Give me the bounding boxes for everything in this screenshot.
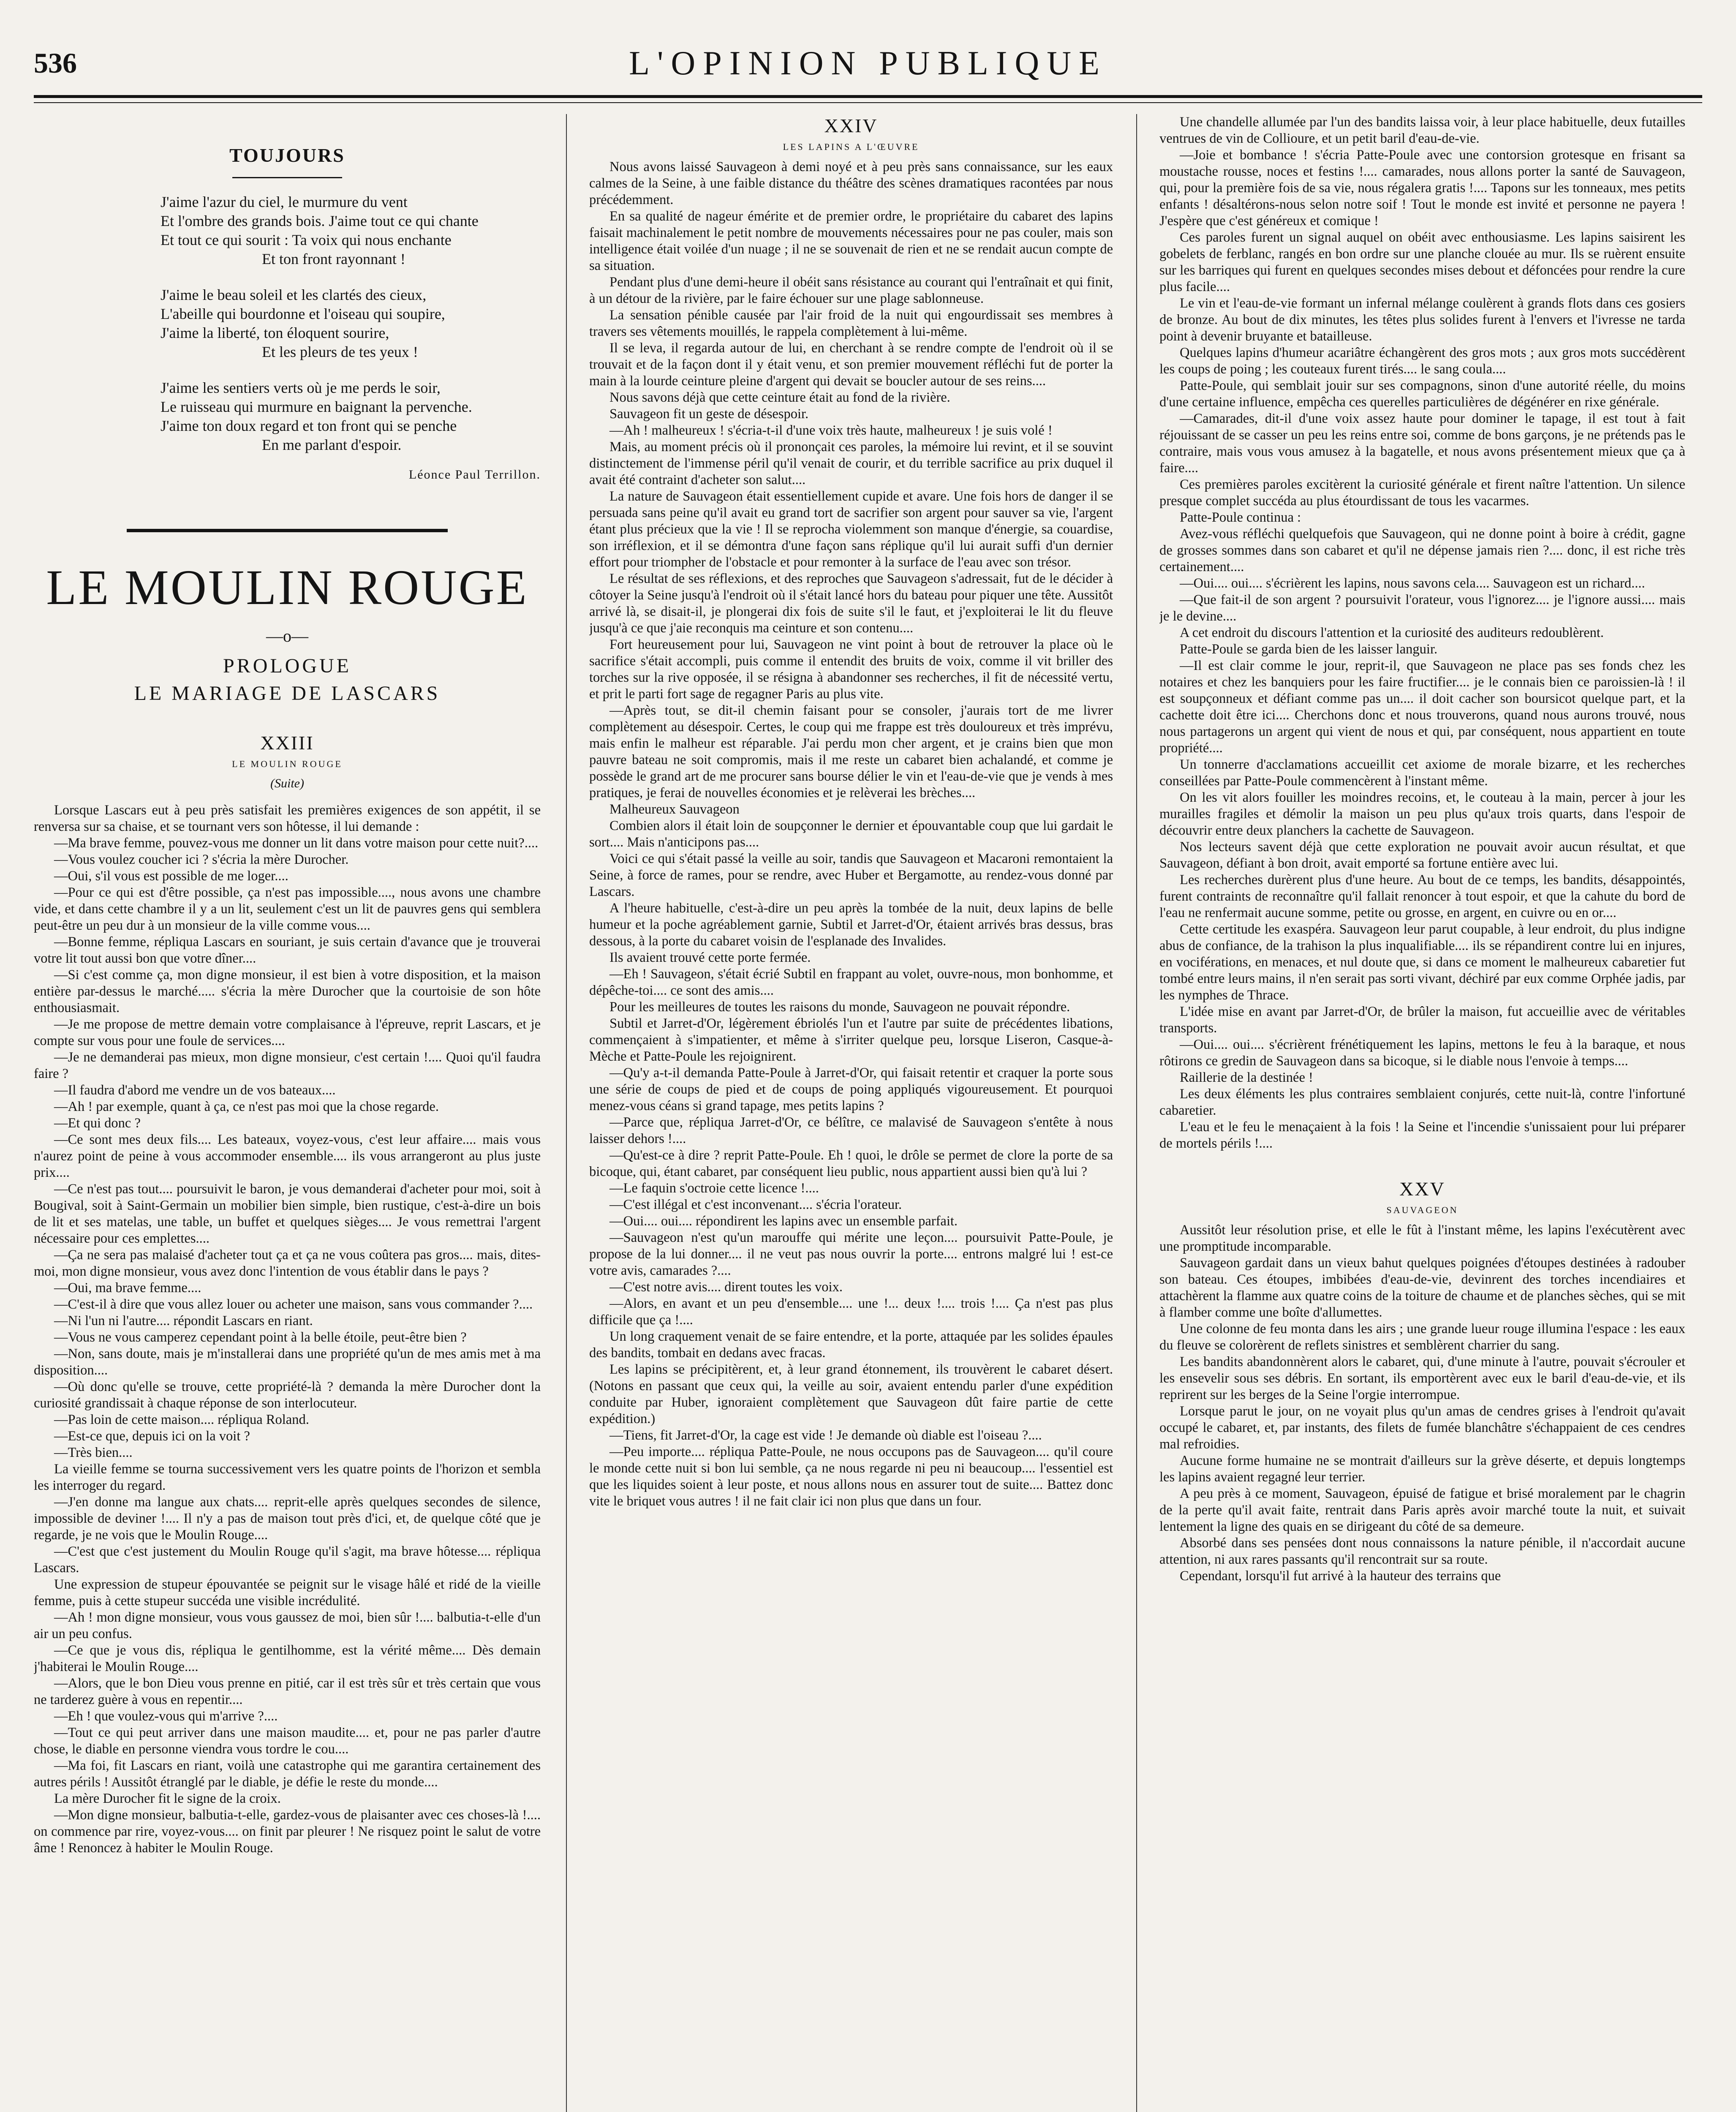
paragraph: —Oui.... oui.... s'écrièrent frénétiquement les lapins, mettons le feu à la baraque, et nous rôtirons ce gredin de Sauvageon dans sa bicoque, si le diable nous l'envoie à temps.... <box>1159 1037 1685 1069</box>
poem-line-indented: Et les pleurs de tes yeux ! <box>262 343 418 361</box>
paragraph: —C'est illégal et c'est inconvenant.... s'écria l'orateur. <box>610 1197 902 1212</box>
paragraph: L'eau et le feu le menaçaient à la fois ! la Seine et l'incendie s'unissaient pour lui préparer de mortels périls !.... <box>1159 1119 1685 1151</box>
chapter-number: XXIII <box>260 732 314 754</box>
paragraph: Il se leva, il regarda autour de lui, en cherchant à se rendre compte de l'endroit où il se trouvait et de la façon dont il y était venu, et son premier mouvement réfléchi fut de porter la main à la lourde ceinture pleine d'argent qui devait se boucler autour de ses reins.... <box>589 340 1113 389</box>
column-divider <box>1136 114 1137 2112</box>
paragraph: —Alors, que le bon Dieu vous prenne en pitié, car il est très sûr et très certain que vous ne tarderez guère à vous en repentir.... <box>34 1675 541 1707</box>
paragraph: Subtil et Jarret-d'Or, légèrement ébriolés l'un et l'autre par suite de précédentes libations, commençaient à s'impatienter, et même à s'irriter quelque peu, lorsque Liseron, Casque-à-Mèche et Patte-Poule les rejoignirent. <box>589 1015 1113 1064</box>
column-1 <box>34 114 541 2112</box>
paragraph: —Ça ne sera pas malaisé d'acheter tout ça et ça ne vous coûtera pas gros.... mais, dites-moi, mon digne monsieur, vous avez donc l'intention de vous établir dans le pays ? <box>34 1247 541 1279</box>
paragraph: Une chandelle allumée par l'un des bandits laissa voir, à leur place habituelle, deux futailles ventrues de vin de Collioure, et un petit baril d'eau-de-vie. <box>1159 114 1685 146</box>
paragraph: Nous avons laissé Sauvageon à demi noyé et à peu près sans connaissance, sur les eaux calmes de la Seine, à une faible distance du théâtre des scènes dramatiques racontées par nous précédemment. <box>589 159 1113 207</box>
paragraph: —Ah ! mon digne monsieur, vous vous gaussez de moi, bien sûr !.... balbutia-t-elle d'un air un peu confus. <box>34 1609 541 1641</box>
ornament-separator: —o— <box>266 626 308 645</box>
paragraph: —C'est que c'est justement du Moulin Rouge qu'il s'agit, ma brave hôtesse.... répliqua Lascars. <box>34 1543 541 1576</box>
paragraph: —Peu importe.... répliqua Patte-Poule, ne nous occupons pas de Sauvageon.... qu'il coure le monde cette nuit si bon lui semble, ça ne nous regarde ni peu ni beaucoup.... l'essentiel est que les liquides soient à leur poste, et nous allons nous en assurer tout de suite.... Battez donc vite le briquet vous autres ! il ne fait clair ici non plus que dans un four. <box>589 1444 1113 1509</box>
paragraph: —Très bien.... <box>54 1445 133 1460</box>
paragraph: Un tonnerre d'acclamations accueillit cet axiome de morale bizarre, et les recherches conseillées par Patte-Poule commencèrent à l'instant même. <box>1159 757 1685 789</box>
page-number: 536 <box>34 47 77 79</box>
chapter-subtitle: LE MOULIN ROUGE <box>232 759 343 770</box>
chapter-number: XXV <box>1399 1178 1445 1200</box>
paragraph: Pendant plus d'une demi-heure il obéit sans résistance au courant qui l'entraînait et qui finit, à un détour de la rivière, par le faire échouer sur une plage sablonneuse. <box>589 274 1113 306</box>
paragraph: Les deux éléments les plus contraires semblaient conjurés, cette nuit-là, contre l'infortuné cabaretier. <box>1159 1086 1685 1118</box>
header-rule-thick <box>34 95 1702 98</box>
paragraph: —Qu'est-ce à dire ? reprit Patte-Poule. Eh ! quoi, le drôle se permet de clore la porte de sa bicoque, qui, étant cabaret, par conséquent lieu public, nous appartient aussi bien qu'à lui ? <box>589 1147 1113 1179</box>
poem-stanza <box>34 193 541 269</box>
newspaper-title: L'OPINION PUBLIQUE <box>629 45 1107 82</box>
paragraph: Quelques lapins d'humeur acariâtre échangèrent des gros mots ; aux gros mots succédèrent les coups de poing ; les couteaux furent tirés.... le sang coula.... <box>1159 345 1685 377</box>
paragraph: La nature de Sauvageon était essentiellement cupide et avare. Une fois hors de danger il se persuada sans peine qu'il avait eu grand tort de sacrifier son argent pour sauver sa vie, l'argent étant plus précieux que la vie ! Il se reprocha violemment son manque d'énergie, sa couardise, son irréflexion, et il se démontra d'une façon sans réplique qu'il lui aurait suffi d'un dernier effort pour triompher de l'obstacle et pour remonter à la surface de l'eau avec son trésor. <box>589 488 1113 570</box>
poem-stanza <box>34 378 541 455</box>
paragraph: Ils avaient trouvé cette porte fermée. <box>610 950 811 965</box>
paragraph: Cette certitude les exaspéra. Sauvageon leur parut coupable, à leur endroit, du plus indigne abus de confiance, de la trahison la plus inqualifiable.... ils se répandirent contre lui en injures, en vociférations, en menaces, et nul doute que, si dans ce moment le malheureux cabaretier fut tombé entre leurs mains, il n'en serait pas sorti vivant, déchiré par eux comme Orphée jadis, par les nymphes de Thrace. <box>1159 922 1685 1003</box>
paragraph: La vieille femme se tourna successivement vers les quatre points de l'horizon et sembla les interroger du regard. <box>34 1461 541 1493</box>
chapter-body <box>34 802 541 1856</box>
poem-line: Le ruisseau qui murmure en baignant la pervenche. <box>161 398 472 416</box>
chapter-subtitle: SAUVAGEON <box>1386 1205 1458 1216</box>
poem-line-indented: Et ton front rayonnant ! <box>262 250 405 268</box>
paragraph: —Eh ! que voulez-vous qui m'arrive ?.... <box>54 1708 278 1724</box>
paragraph: —Que fait-il de son argent ? poursuivit l'orateur, vous l'ignorez.... je l'ignore aussi.... mais je le devine.... <box>1159 592 1685 624</box>
paragraph: —Bonne femme, répliqua Lascars en souriant, je suis certain d'avance que je trouverai votre lit tout aussi bon que votre dîner.... <box>34 934 541 966</box>
paragraph: —Ah ! par exemple, quant à ça, ce n'est pas moi que la chose regarde. <box>54 1099 439 1114</box>
paragraph: Combien alors il était loin de soupçonner le dernier et épouvantable coup que lui gardait le sort.... Mais n'anticipons pas.... <box>589 818 1113 850</box>
paragraph: La sensation pénible causée par l'air froid de la nuit qui engourdissait ses membres à travers ses vêtements mouillés, le rappela complètement à lui-même. <box>589 307 1113 339</box>
paragraph: —Et qui donc ? <box>54 1115 141 1131</box>
poem-line: J'aime le beau soleil et les clartés des cieux, <box>161 286 427 304</box>
chapter-number: XXIV <box>824 115 878 136</box>
page-header <box>34 21 1702 89</box>
paragraph: —Ce que je vous dis, répliqua le gentilhomme, est la vérité même.... Dès demain j'habiterai le Moulin Rouge.... <box>34 1642 541 1674</box>
chapter-continued-note: (Suite) <box>270 776 304 790</box>
paragraph: On les vit alors fouiller les moindres recoins, et, le couteau à la main, percer à jour les murailles fragiles et démolir la maison un peu plus qu'aux trois quarts, dans l'espoir de découvrir entre deux planchers la cachette de Sauvageon. <box>1159 790 1685 838</box>
paragraph: —Ce sont mes deux fils.... Les bateaux, voyez-vous, c'est leur affaire.... mais vous n'aurez point de peine à vous accommoder ensemble.... ils vous arrangeront au plus juste prix.... <box>34 1132 541 1180</box>
paragraph: —Eh ! Sauvageon, s'était écrié Subtil en frappant au volet, ouvre-nous, mon bonhomme, et dépêche-toi.... ce sont des amis.... <box>589 966 1113 998</box>
prologue-subtitle: LE MARIAGE DE LASCARS <box>134 682 441 705</box>
paragraph: —Tiens, fit Jarret-d'Or, la cage est vide ! Je demande où diable est l'oiseau ?.... <box>610 1427 1042 1443</box>
paragraph: —Oui, s'il vous est possible de me loger.... <box>54 868 288 884</box>
paragraph: —Oui, ma brave femme.... <box>54 1280 201 1296</box>
paragraph: Raillerie de la destinée ! <box>1180 1070 1313 1085</box>
paragraph: —Ma brave femme, pouvez-vous me donner un lit dans votre maison pour cette nuit?.... <box>54 835 539 851</box>
paragraph: Sauvageon gardait dans un vieux bahut quelques poignées d'étoupes destinées à radouber son bateau. Ces étoupes, imbibées d'eau-de-vie, devinrent des torches incendiaires et attachèrent la flamme aux quatre coins de la toiture de chaume et de planches sèches, qui se mit à flamber comme une boîte d'allumettes. <box>1159 1255 1685 1320</box>
paragraph: —Alors, en avant et un peu d'ensemble.... une !... deux !.... trois !.... Ça n'est pas plus difficile que ça !.... <box>589 1296 1113 1328</box>
paragraph: A cet endroit du discours l'attention et la curiosité des auditeurs redoublèrent. <box>1180 625 1604 640</box>
paragraph: Les lapins se précipitèrent, et, à leur grand étonnement, ils trouvèrent le cabaret désert. (Notons en passant que ceux qui, la veille au soir, avaient entendu parler d'une expédition conduite par Huber, ignoraient complètement que Sauvageon dût faire partie de cette expédition.) <box>589 1361 1113 1426</box>
chapter-subtitle: LES LAPINS A L'ŒUVRE <box>783 142 920 152</box>
paragraph: Une colonne de feu monta dans les airs ; une grande lueur rouge illumina l'espace : les eaux du fleuve se colorèrent de reflets sinistres et semblèrent charrier du sang. <box>1159 1321 1685 1353</box>
paragraph: —Joie et bombance ! s'écria Patte-Poule avec une contorsion grotesque en frisant sa moustache rousse, noces et festins !.... camarades, nous allons porter la santé de Sauvageon, qui, pour la première fois de sa vie, nous régalera gratis !.... Tapons sur les tonneaux, mes petits enfants ! désaltérons-nous selon notre soif ! Tout le monde est invité et personne ne payera ! J'espère que c'est généreux et comique ! <box>1159 147 1685 229</box>
paragraph: —Est-ce que, depuis ici on la voit ? <box>54 1428 250 1444</box>
paragraph: L'idée mise en avant par Jarret-d'Or, de brûler la maison, fut accueillie avec de véritables transports. <box>1159 1004 1685 1036</box>
prologue-heading: PROLOGUE <box>223 654 351 677</box>
paragraph: —Si c'est comme ça, mon digne monsieur, il est bien à votre disposition, et la maison entière par-dessus le marché..... s'écria la mère Durocher que la courtoisie de son hôte enthousiasmait. <box>34 967 541 1015</box>
paragraph: Aussitôt leur résolution prise, et elle le fût à l'instant même, les lapins l'exécutèrent avec une promptitude incomparable. <box>1159 1222 1685 1254</box>
paragraph: —Parce que, répliqua Jarret-d'Or, ce bélître, ce malavisé de Sauvageon s'entête à nous laisser dehors !.... <box>589 1114 1113 1146</box>
paragraph: Lorsque Lascars eut à peu près satisfait les premières exigences de son appétit, il se renversa sur sa chaise, et se tournant vers son hôtesse, il lui demande : <box>34 802 541 834</box>
paragraph: Sauvageon fit un geste de désespoir. <box>610 406 809 422</box>
paragraph: Le résultat de ses réflexions, et des reproches que Sauvageon s'adressait, fut de le décider à côtoyer la Seine jusqu'à l'endroit où il s'était lancé hors du bateau pour piquer une tête. Aussitôt arrivé là, se disait-il, je plongerai dix fois de suite s'il le faut, et j'exploiterai le lit du fleuve jusqu'à ce que j'aie reconquis ma ceinture et son contenu.... <box>589 571 1113 636</box>
paragraph: —Mon digne monsieur, balbutia-t-elle, gardez-vous de plaisanter avec ces choses-là !.... on commence par rire, voyez-vous.... on finit par pleurer ! Ne risquez point le salut de votre âme ! Renoncez à habiter le Moulin Rouge. <box>34 1807 541 1856</box>
poem-line: L'abeille qui bourdonne et l'oiseau qui soupire, <box>161 305 445 323</box>
paragraph: A l'heure habituelle, c'est-à-dire un peu après la tombée de la nuit, deux lapins de belle humeur et la poche agréablement garnie, Subtil et Jarret-d'Or, étaient arrivés bras dessus, bras dessous, à la porte du cabaret voisin de l'esplanade des Invalides. <box>589 900 1113 949</box>
paragraph: —Le faquin s'octroie cette licence !.... <box>610 1180 819 1196</box>
poem-line: Et l'ombre des grands bois. J'aime tout ce qui chante <box>161 212 479 230</box>
paragraph: Les recherches durèrent plus d'une heure. Au bout de ce temps, les bandits, désappointés, furent contraints de reconnaître qu'il fallait renoncer à tout espoir, et que la cahute du bord de l'eau ne renfermait aucune somme, petite ou grosse, en argent, en cuivre ou en or.... <box>1159 872 1685 920</box>
paragraph: —Ni l'un ni l'autre.... répondit Lascars en riant. <box>54 1313 313 1328</box>
paragraph: Voici ce qui s'était passé la veille au soir, tandis que Sauvageon et Macaroni remontaient la Seine, à force de rames, pour se rendre, avec Huber et Bergamotte, au rendez-vous donné par Lascars. <box>589 851 1113 899</box>
paragraph: Pour les meilleures de toutes les raisons du monde, Sauvageon ne pouvait répondre. <box>610 999 1070 1015</box>
paragraph: —Après tout, se dit-il chemin faisant pour se consoler, j'aurais tort de me livrer complètement au désespoir. Certes, le coup qui me frappe est très douloureux et très imprévu, mais enfin le malheur est réparable. J'ai perdu mon cher argent, et je crains bien que mon pauvre bateau ne soit compromis, mais il me reste un cabaret bien achalandé, et comme je possède le grand art de me procurer sans bourse délier le vin et l'eau-de-vie que je vends à mes pratiques, je ferai de nouvelles économies et je relèverai les brèches.... <box>589 702 1113 800</box>
chapter-body <box>589 159 1113 1510</box>
poem-line-indented: En me parlant d'espoir. <box>262 436 402 454</box>
paragraph: —Pour ce qui est d'être possible, ça n'est pas impossible...., nous avons une chambre vide, et dans cette chambre il y a un lit, seulement c'est un lit de pauvres gens qui semblera peut-être un peu dur à un monsieur de la ville comme vous.... <box>34 885 541 933</box>
paragraph: En sa qualité de nageur émérite et de premier ordre, le propriétaire du cabaret des lapins faisait machinalement le petit nombre de mouvements nécessaires pour ne pas couler, mais son intelligence était voilée d'un nuage ; il ne se souvenait de rien et ne se rendait aucun compte de sa situation. <box>589 208 1113 273</box>
poem-stanza <box>34 286 541 362</box>
paragraph: Fort heureusement pour lui, Sauvageon ne vint point à bout de retrouver la place où le sacrifice s'était accompli, puis comme il entendit des bruits de voix, comme il vit briller des torches sur la rive opposée, il se résigna à abandonner ses recherches, il fit de nécessité vertu, et prit le parti fort sage de regagner Paris au plus vite. <box>589 637 1113 702</box>
poem-line: J'aime l'azur du ciel, le murmure du vent <box>161 193 408 211</box>
paragraph: Nous savons déjà que cette ceinture était au fond de la rivière. <box>610 389 950 405</box>
chapter-body <box>1159 1222 1685 1584</box>
paragraph: Mais, au moment précis où il prononçait ces paroles, la mémoire lui revint, et il se souvint distinctement de l'immense péril qu'il venait de courir, et du terrible sacrifice au prix duquel il avait été contraint d'acheter son salut.... <box>589 439 1113 487</box>
paragraph: —Tout ce qui peut arriver dans une maison maudite.... et, pour ne pas parler d'autre chose, le diable en personne viendra vous tordre le cou.... <box>34 1725 541 1757</box>
paragraph: —Oui.... oui.... répondirent les lapins avec un ensemble parfait. <box>610 1213 958 1229</box>
paragraph: —Pas loin de cette maison.... répliqua Roland. <box>54 1412 309 1427</box>
paragraph: Patte-Poule, qui semblait jouir sur ses compagnons, sinon d'une autorité réelle, du moins d'une certaine influence, empêcha ces querelles particulières de dégénérer en rixe générale. <box>1159 378 1685 410</box>
paragraph: —Il est clair comme le jour, reprit-il, que Sauvageon ne place pas ses fonds chez les notaires et chez les banquiers pour les faire fructifier.... je le connais bien ce paroissien-là ! il est soupçonneux et défiant comme pas un.... il doit cacher son boursicot quelque part, et la cachette doit être ici.... Cherchons donc et nous trouverons, quand nous aurons trouvé, nous nous partagerons un argent qui vient de nous et qui, par conséquent, nous appartient en toute propriété.... <box>1159 658 1685 756</box>
paragraph: —Oui.... oui.... s'écrièrent les lapins, nous savons cela.... Sauvageon est un richard.... <box>1180 576 1645 591</box>
chapter-body <box>1159 114 1685 1152</box>
paragraph: Lorsque parut le jour, on ne voyait plus qu'un amas de cendres grises à l'endroit qu'avait occupé le cabaret, et, par instants, des filets de fumée blanchâtre s'échappaient de ces cendres mal refroidies. <box>1159 1403 1685 1452</box>
paragraph: Nos lecteurs savent déjà que cette exploration ne pouvait avoir aucun résultat, et que Sauvageon, défiant à bon droit, avait emporté sa fortune entière avec lui. <box>1159 839 1685 871</box>
section-rule <box>127 529 448 532</box>
paragraph: —Camarades, dit-il d'une voix assez haute pour dominer le tapage, il est tout à fait réjouissant de se casser un peu les reins entre soi, comme de bons garçons, je ne prétends pas le contraire, mais vous vous amusez à la bagatelle, et nous avons présentement mieux que ça à faire.... <box>1159 411 1685 476</box>
paragraph: —C'est-il à dire que vous allez louer ou acheter une maison, sans vous commander ?.... <box>54 1296 533 1312</box>
paragraph: —Il faudra d'abord me vendre un de vos bateaux.... <box>54 1082 336 1098</box>
poem-line: J'aime ton doux regard et ton front qui se penche <box>161 417 457 435</box>
serial-title: LE MOULIN ROUGE <box>46 560 528 615</box>
title-underline <box>232 177 342 178</box>
paragraph: —J'en donne ma langue aux chats.... reprit-elle après quelques secondes de silence, impossible de deviner !.... Il n'y a pas de maison tout près d'ici, et, de quelque côté que je regarde, je ne vois que le Moulin Rouge.... <box>34 1494 541 1543</box>
paragraph: A peu près à ce moment, Sauvageon, épuisé de fatigue et brisé moralement par le chagrin de la perte qu'il avait faite, rentrait dans Paris après avoir marché toute la nuit, et suivait lentement la ligne des quais en se dirigeant du côté de sa demeure. <box>1159 1486 1685 1534</box>
poem-line: J'aime la liberté, ton éloquent sourire, <box>161 324 389 342</box>
poem-body <box>34 193 541 455</box>
paragraph: Patte-Poule continua : <box>1180 510 1301 525</box>
paragraph: —Non, sans doute, mais je m'installerai dans une propriété qu'un de mes amis met à ma disposition.... <box>34 1346 541 1378</box>
header-rule-thin <box>34 102 1702 103</box>
paragraph: Malheureux Sauvageon <box>610 801 740 817</box>
paragraph: Ces premières paroles excitèrent la curiosité générale et firent naître l'attention. Un silence presque complet succéda au plus étourdissant de tous les vacarmes. <box>1159 477 1685 509</box>
paragraph: —Ce n'est pas tout.... poursuivit le baron, je vous demanderai d'acheter pour moi, soit à Bougival, soit à Saint-Germain un mobilier bien simple, bien rustique, c'est-à-dire un bois de lit et ses matelas, une table, un buffet et quelques sièges.... Je vous remettrai l'argent nécessaire pour ces emplettes.... <box>34 1181 541 1246</box>
poem-signature: Léonce Paul Terrillon. <box>408 468 541 482</box>
paragraph: Un long craquement venait de se faire entendre, et la porte, attaquée par les solides épaules des bandits, tombait en dedans avec fracas. <box>589 1328 1113 1361</box>
paragraph: —Qu'y a-t-il demanda Patte-Poule à Jarret-d'Or, qui faisait retentir et craquer la porte sous une série de coups de pied et de coups de poing appliqués vigoureusement. Et pourquoi menez-vous céans si grand tapage, mes petits lapins ? <box>589 1065 1113 1113</box>
poem-line: Et tout ce qui sourit : Ta voix qui nous enchante <box>161 231 452 249</box>
paragraph: —Je me propose de mettre demain votre complaisance à l'épreuve, reprit Lascars, et je compte sur vous pour une foule de services.... <box>34 1016 541 1048</box>
paragraph: Ces paroles furent un signal auquel on obéit avec enthousiasme. Les lapins saisirent les gobelets de ferblanc, rangés en bon ordre sur une planche clouée au mur. Ils se ruèrent ensuite sur les barriques qui furent en quelques secondes mises debout et défoncées pour rendre la cure plus facile.... <box>1159 230 1685 294</box>
paragraph: —Sauvageon n'est qu'un marouffe qui mérite une leçon.... poursuivit Patte-Poule, je propose de la lui donner.... il ne veut pas nous ouvrir la porte.... entrons malgré lui ! est-ce votre avis, camarades ?.... <box>589 1230 1113 1278</box>
poem-title: TOUJOURS <box>229 144 345 166</box>
paragraph: Absorbé dans ses pensées dont nous connaissons la nature pénible, il n'accordait aucune attention, ni aux rares passants qu'il rencontrait sur sa route. <box>1159 1535 1685 1567</box>
paragraph: Cependant, lorsqu'il fut arrivé à la hauteur des terrains que <box>1180 1568 1501 1584</box>
paragraph: —Vous voulez coucher ici ? s'écria la mère Durocher. <box>54 852 349 867</box>
paragraph: —Ah ! malheureux ! s'écria-t-il d'une voix très haute, malheureux ! je suis volé ! <box>610 422 1053 438</box>
paragraph: —Vous ne vous camperez cependant point à la belle étoile, peut-être bien ? <box>54 1329 467 1345</box>
column-3 <box>1159 114 1685 2112</box>
column-2 <box>589 114 1113 2112</box>
paragraph: Le vin et l'eau-de-vie formant un infernal mélange coulèrent à grands flots dans ces gosiers de bronze. Au bout de dix minutes, les têtes plus solides furent à l'envers et l'ivresse ne tarda point à devenir bruyante et batailleuse. <box>1159 296 1685 344</box>
column-divider <box>566 114 567 2112</box>
paragraph: Aucune forme humaine ne se montrait d'ailleurs sur la grève déserte, et depuis longtemps les lapins avaient regagné leur terrier. <box>1159 1453 1685 1485</box>
paragraph: —C'est notre avis.... dirent toutes les voix. <box>610 1279 843 1295</box>
poem-line: J'aime les sentiers verts où je me perds le soir, <box>161 379 441 397</box>
paragraph: Les bandits abandonnèrent alors le cabaret, qui, d'une minute à l'autre, pouvait s'écrouler et les ensevelir sous ses débris. En sortant, ils emportèrent avec eux le baril d'eau-de-vie, et ils reprirent sur les berges de la Seine l'orgie interrompue. <box>1159 1354 1685 1402</box>
paragraph: Patte-Poule se garda bien de les laisser languir. <box>1180 642 1438 657</box>
paragraph: —Où donc qu'elle se trouve, cette propriété-là ? demanda la mère Durocher dont la curiosité grandissait à chaque réponse de son interlocuteur. <box>34 1379 541 1411</box>
paragraph: Une expression de stupeur épouvantée se peignit sur le visage hâlé et ridé de la vieille femme, puis à cette stupeur succéda une visible incrédulité. <box>34 1576 541 1608</box>
paragraph: —Ma foi, fit Lascars en riant, voilà une catastrophe qui me garantira certainement des autres périls ! Aussitôt étranglé par le diable, je défie le reste du monde.... <box>34 1758 541 1790</box>
paragraph: Avez-vous réfléchi quelquefois que Sauvageon, qui ne donne point à boire à crédit, gagne de grosses sommes dans son cabaret et qu'il ne dépense jamais rien ?.... donc, il est riche très certainement.... <box>1159 526 1685 574</box>
paragraph: La mère Durocher fit le signe de la croix. <box>54 1791 281 1806</box>
paragraph: —Je ne demanderai pas mieux, mon digne monsieur, c'est certain !.... Quoi qu'il faudra faire ? <box>34 1049 541 1081</box>
